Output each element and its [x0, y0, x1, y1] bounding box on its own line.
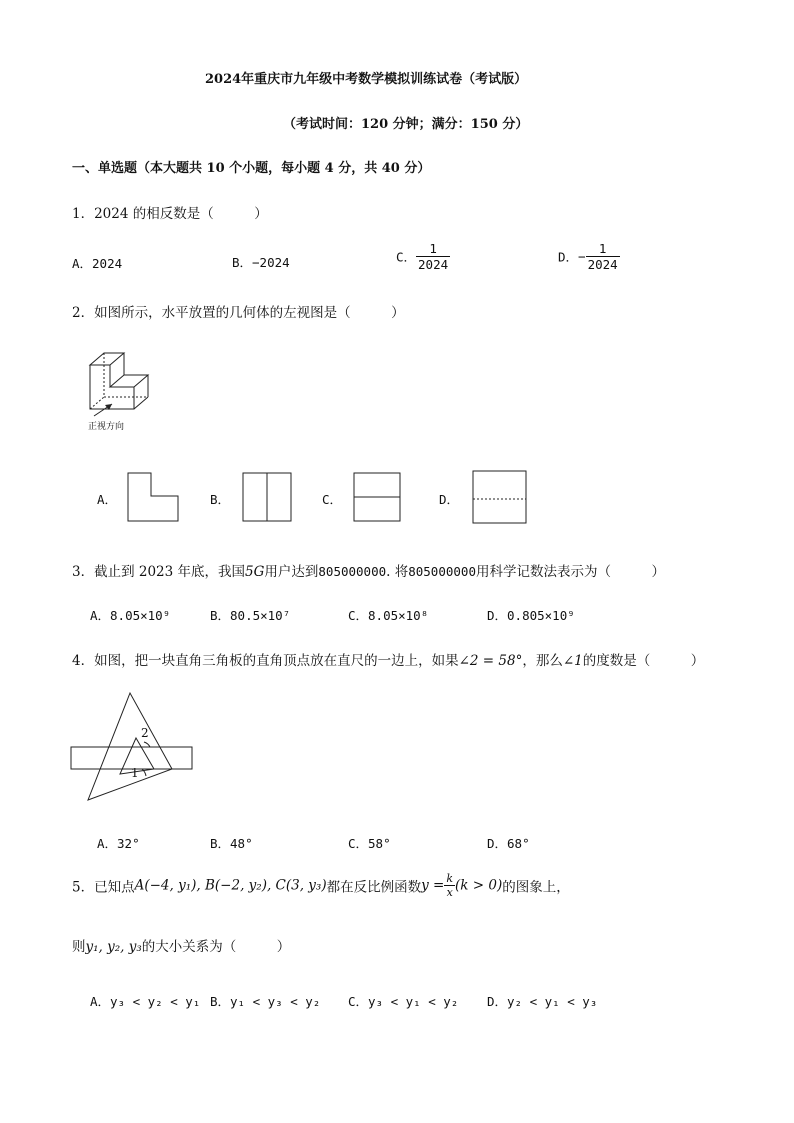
q1-option-b[interactable] — [232, 253, 290, 271]
q5-option-a[interactable]: A．y₃ < y₂ < y₁ — [90, 994, 201, 1009]
q5-option-d[interactable]: D．y₂ < y₁ < y₃ — [487, 994, 598, 1009]
q2-option-b[interactable]: B． — [210, 492, 231, 507]
q3-stem-part1: 3．截止到 2023 年底，我国 — [72, 564, 246, 580]
q4-option-b[interactable]: B．48° — [210, 836, 253, 851]
view-direction-label: 正视方向 — [88, 422, 125, 432]
q5-stem-part3: 的图象上， — [502, 879, 570, 896]
q3-stem-part4: 用科学记数法表示为（ ） — [475, 564, 665, 580]
q5-stem-part2: 都在反比例函数 — [326, 879, 422, 896]
q1-option-c-denominator: 2024 — [418, 257, 449, 272]
q3-option-b[interactable]: B．80.5×10⁷ — [210, 608, 291, 623]
q5-func-fraction — [444, 872, 455, 899]
question-5-line2 — [72, 935, 290, 955]
q3-option-a[interactable]: A．8.05×10⁹ — [90, 608, 171, 623]
q2-option-b-shape[interactable] — [242, 472, 292, 522]
q5-func-denominator: x — [444, 885, 455, 899]
q3-stem-num2: 805000000 — [408, 564, 476, 579]
q4-stem-angle1: ∠1 — [562, 653, 583, 669]
q4-stem-part3: 的度数是（ ） — [582, 653, 705, 669]
q5-func-condition: (k > 0) — [455, 877, 503, 894]
q1-option-d-fraction — [586, 241, 620, 272]
q5-line2-vars: y₁, y₂, y₃ — [85, 939, 142, 955]
q5-points: A(−4, y₁), B(−2, y₂), C(3, y₃) — [134, 877, 327, 894]
q5-option-b[interactable]: B．y₁ < y₃ < y₂ — [210, 994, 321, 1009]
question-3-stem — [72, 560, 665, 580]
q3-option-c[interactable]: C．8.05×10⁸ — [348, 608, 429, 623]
q2-option-a-shape[interactable] — [127, 472, 179, 522]
question-5-stem — [72, 872, 570, 899]
q1-option-b-prefix: B． — [232, 255, 253, 270]
q4-stem-part2: ，那么 — [522, 653, 563, 669]
view-direction-arrow-icon — [90, 400, 120, 420]
angle-arc-2 — [144, 742, 150, 747]
q3-stem-part3: . 将 — [386, 564, 409, 580]
q1-option-d-denominator: 2024 — [587, 257, 618, 272]
q1-option-b-value: −2024 — [252, 255, 290, 270]
q2-option-a[interactable]: A． — [97, 492, 118, 507]
angle-label-1: 1 — [131, 766, 139, 780]
q2-option-c[interactable]: C． — [322, 492, 343, 507]
q4-stem-angle2: ∠2 = 58° — [458, 653, 523, 669]
q3-stem-part2: 用户达到 — [264, 564, 319, 580]
q3-stem-5g: 5G — [245, 564, 265, 580]
q5-func-numerator: k — [446, 872, 454, 885]
q4-option-c[interactable]: C．58° — [348, 836, 391, 851]
q1-option-c-prefix: C． — [396, 249, 417, 265]
section-heading: 一、单选题（本大题共 10 个小题，每小题 4 分，共 40 分） — [72, 161, 431, 176]
q1-option-d-sign: − — [578, 249, 586, 264]
q4-option-a[interactable]: A．32° — [97, 836, 140, 851]
q3-option-d[interactable]: D．0.805×10⁹ — [487, 608, 575, 623]
q2-option-c-shape[interactable] — [353, 472, 401, 522]
q1-option-c[interactable] — [396, 241, 450, 272]
page-title: 2024年重庆市九年级中考数学模拟训练试卷（考试版） — [205, 72, 528, 87]
question-4-stem — [72, 649, 704, 669]
q1-option-a[interactable]: A．2024 — [72, 256, 123, 271]
angle-label-2: 2 — [141, 726, 149, 740]
q5-line2-part2: 的大小关系为（ ） — [141, 939, 291, 955]
question-1-stem: 1．2024 的相反数是（ ） — [72, 206, 268, 222]
q4-option-d[interactable]: D．68° — [487, 836, 530, 851]
q1-option-c-fraction — [416, 241, 450, 272]
q5-stem-part1: 5．已知点 — [72, 879, 135, 896]
q5-option-c[interactable]: C．y₃ < y₁ < y₂ — [348, 994, 459, 1009]
q1-option-d[interactable] — [558, 241, 620, 272]
exam-info: （考试时间：120 分钟；满分：150 分） — [283, 117, 529, 132]
q5-func-lhs: y = — [421, 877, 445, 894]
q1-option-d-prefix: D． — [558, 249, 579, 265]
q4-stem-part1: 4．如图，把一块直角三角板的直角顶点放在直尺的一边上，如果 — [72, 653, 459, 669]
question-2-stem: 2．如图所示，水平放置的几何体的左视图是（ ） — [72, 305, 405, 321]
q5-line2-part1: 则 — [72, 939, 86, 955]
q1-option-c-numerator: 1 — [429, 241, 437, 256]
q3-stem-num1: 805000000 — [318, 564, 387, 579]
q1-option-d-numerator: 1 — [598, 241, 607, 256]
q2-option-d-shape[interactable] — [472, 470, 527, 524]
ruler-triangle-figure — [70, 690, 195, 805]
q2-option-d[interactable]: D． — [439, 492, 460, 507]
